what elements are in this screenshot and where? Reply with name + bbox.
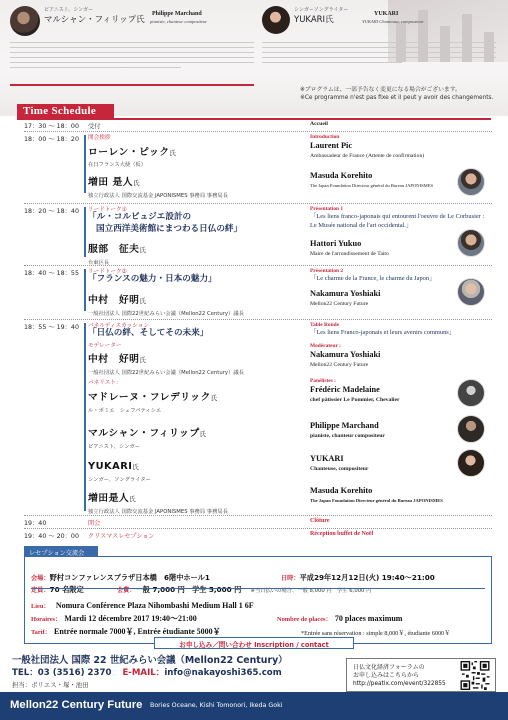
venue-value: 野村コンファレンスプラザ日本橋 6階中ホール1 [49,573,210,582]
talk-title-jp: 「日仏の絆、そしてその未来」 [88,328,209,338]
talk-title-fr: 「Les liens franco-japonais qui entourent l'oeuvre de Le Corbusier : Le Musée national de l'art occidental.」 [310,213,485,229]
speaker-name-fr: Nakamura Yoshiaki [310,289,381,298]
row-accent-bar [84,269,86,311]
lieu-value: Nomura Conférence Plaza Nihombashi Medium Hall 1 6F [55,601,254,610]
row-time: 18：55 ～ 19：40 [24,324,79,331]
speaker-affiliation-fr: Maire de l'arrondissement de Taito [310,251,389,257]
schedule-row-introduction [24,134,492,204]
registration-text-1: 日仏文化経済フォーラムの [353,664,425,671]
row-title-jp: クリスマスレセプション [88,533,155,540]
honorific: 氏 [139,356,147,364]
footer-bar [0,692,508,720]
row-time: 18：00 ～ 18：20 [24,136,79,143]
honorific: 氏 [169,149,177,157]
registration-box[interactable] [346,658,496,692]
left-name-jp: マルシャン・フィリップ氏 [44,15,145,25]
moderator-affiliation-fr: Mellon22 Century Future [310,362,369,368]
row-title-jp: 受付 [88,123,101,130]
places-key: Nombre de places： [277,616,332,623]
row-label-fr: Présentation 1 [310,206,344,212]
moderator-label-fr: Modérateur : [310,343,341,349]
horaires-value: Mardi 12 décembre 2017 19:40～21:00 [64,614,197,623]
row-divider [24,203,492,204]
moderator-label-jp: モデレーター [88,343,122,349]
program-note-jp: ※プログラムは、一部予告なく変更になる場合がございます。 [300,87,461,93]
marchand-photo-small [457,415,485,443]
schedule-row-reception [24,531,492,542]
yukari-photo [262,6,290,34]
moderator-block-fr [310,350,492,368]
speaker-affiliation-fr: The Japan Foundation Directeur général du Bureau JAPONISMES [310,183,434,188]
email-key: E-MAIL： [122,668,165,678]
talk-title-fr: 「Le charme de la France, le charme du Japon」 [310,275,436,282]
panelist-affiliation-fr: chef pâtissier Le Pommier, Chevalier [310,397,400,403]
row-label-jp: パネルディスカッション [88,323,149,329]
speaker-name-jp: 服部 征夫 [88,244,140,255]
right-bio-text [262,40,496,84]
honorific: 氏 [210,394,218,402]
panelists-label-jp: パネリスト： [88,380,122,386]
speaker-name-fr: Hattori Yukuo [310,239,362,248]
tarif-note: *Entrée sans réservation : simple 8,000￥, étudiante 6000￥ [301,630,451,637]
left-role-fr: pianiste, chanteur compositeur [150,19,208,24]
moderator-name-jp: 中村 好明 [88,354,140,365]
speaker-block [88,140,320,168]
left-name-fr: Philippe Marchand [152,11,202,17]
row-divider [24,515,492,516]
tarif-key: Tarif： [31,629,52,636]
time-schedule-title: Time Schedule [17,104,114,119]
row-time: 17：30 ～ 18：00 [24,123,79,130]
panelist-affiliation-jp: シンガー、ソングライター [88,477,151,483]
right-role-fr: YUKARI Chanteuse, compositeur [362,19,424,24]
horaires-key: Horaires： [31,616,62,623]
panelist-affiliation-fr: pianiste, chanteur compositeur [310,433,385,439]
row-accent-bar [84,135,86,193]
talk-title-jp-line1: 「ル・コルビュジエ設計の [88,212,192,222]
contact-line [12,666,282,678]
panelist-affiliation-jp: ピアニスト、シンガー [88,444,141,450]
speaker-affiliation-jp: 一般社団法人 国際22世紀みらい会議（Mellon22 Century）議長 [88,311,244,317]
schedule-row-presentation-1 [24,206,492,266]
panelists-label-fr: Panélistes : [310,378,336,384]
speaker-block [88,288,320,317]
date-key: 日時： [281,575,300,582]
moderator-block [88,347,320,376]
right-name-jp: YUKARI氏 [294,15,334,25]
row-title-fr: Réception buffet de Noël [310,531,374,537]
row-accent-bar [84,207,86,257]
marchand-photo [10,6,40,36]
row-label-fr: Table Ronde [310,322,340,328]
panelist-block [88,385,320,414]
reception-tarif-line [31,619,221,638]
right-name-fr: YUKARI [374,11,399,17]
tarif-value: Entrée normale 7000￥, Entrée étudiante 5000￥ [54,627,221,636]
staff-line: 担当：ボリエス・塚・池田 [12,681,89,689]
row-label-jp: 開会挨拶 [88,135,111,141]
header-banner [0,0,508,116]
row-title-fr: Accueil [310,121,329,127]
row-time: 18：40 ～ 18：55 [24,270,79,277]
capacity-key: 定員： [31,587,50,594]
moderator-affiliation-jp: 一般社団法人 国際22世紀みらい会議（Mellon22 Century）議長 [88,370,244,376]
registration-text-2: お申し込みはこちらから [353,672,420,679]
panelist-name-fr: Masuda Korehito [310,486,373,495]
speaker-name-jp: ローレン・ピック [88,147,170,158]
masuda-photo [457,168,485,196]
row-label-fr: Introduction [310,134,340,140]
reception-box [24,556,492,644]
panelist-affiliation-fr: Chanteuse, compositeur [310,466,369,472]
row-divider [24,528,492,529]
speaker-block-fr [310,141,492,159]
row-divider [24,319,492,320]
speaker-affiliation-jp: 台東区長 [88,260,110,266]
speaker-affiliation-fr: Ambassadeur de France (Attente de confirmation) [310,153,425,159]
phone-number[interactable]: TEL：03 (3516) 2370 [12,668,112,678]
fee-value: 一般 7,000 円 学生 5,000 円 [135,585,242,594]
apply-contact-heading: お申し込み／問い合わせ Inscription / contact [154,637,354,649]
divider-line [10,84,254,86]
panelist-name-fr: Frédéric Madelaine [310,385,380,394]
organizer-name: 一般社団法人 国際 22 世紀みらい会議（Mellon22 Century） [12,655,288,666]
row-accent-bar [84,323,86,511]
speaker-block [88,170,320,199]
panelist-name-jp: 増田是人 [88,493,130,504]
fee-key: 会費： [117,587,136,594]
honorific: 氏 [139,297,147,305]
capacity-value: 70 名限定 [49,585,84,594]
speaker-name-jp: 中村 好明 [88,295,140,306]
qr-code-icon[interactable] [459,661,491,690]
speaker-affiliation-jp: 在日フランス大使（仮） [88,162,147,168]
venue-key: 会場： [31,575,50,582]
talk-title-fr: 「Les liens Franco-japonais et leurs avenirs communs」 [310,329,456,336]
row-title-fr: Clôture [310,518,330,524]
speaker-name-fr: Masuda Korehito [310,171,373,180]
reception-tag: レセプション交流会 [24,546,98,557]
panelist-affiliation-jp: ル・ポミエ シェフパティシエ [88,408,162,414]
speaker-affiliation-jp: 独立行政法人 国際交流基金 JAPONISMES 事務局 事務局長 [88,193,228,199]
panelist-name-jp: マドレーヌ・フレデリック [88,392,211,403]
row-time: 19：40 [24,520,47,527]
left-role-jp: ピアニスト、シンガー [44,7,94,13]
panelist-affiliation-fr: The Japan Foundation Directeur général du Bureau JAPONISMES [310,498,443,503]
yukari-photo-small [457,449,485,477]
panelist-block [88,421,320,450]
registration-url[interactable]: http://peatix.com/event/322855 [353,681,446,687]
honorific: 氏 [129,495,137,503]
row-time: 18：20 ～ 18：40 [24,208,79,215]
speaker-name-fr: Laurent Pic [310,141,353,150]
speaker-name-jp: 増田 是人 [88,177,134,188]
hattori-photo [457,229,485,257]
right-role-jp: シンガーソングライター [294,7,349,13]
panelist-name-fr: YUKARI [310,454,344,463]
panelist-block-fr [310,486,492,503]
panelist-affiliation-jp: 独立行政法人 国際交流基金 JAPONISMES 事務局 事務局長 [88,509,228,515]
title-underline [17,118,491,120]
honorific: 氏 [139,246,147,254]
speaker-block [88,237,320,266]
speaker-affiliation-fr: Mellon22 Century Future [310,301,369,307]
places-value: 70 places maximum [334,614,403,623]
email-address[interactable]: info@nakayoshi365.com [164,668,282,678]
moderator-name-fr: Nakamura Yoshiaki [310,350,381,359]
nakamura-photo [457,278,485,306]
panelist-name-jp: マルシャン・フィリップ [88,428,200,439]
lieu-key: Lieu： [31,603,50,610]
fee-note: ※当日払いの場合、一般 8,000 円 学生 6,000 円 [250,588,372,594]
row-time: 19：40 ～ 20：00 [24,533,79,540]
schedule-table [24,121,492,541]
talk-title-jp: 「フランスの魅力・日本の魅力」 [88,274,217,284]
honorific: 氏 [199,430,207,438]
panelist-name-fr: Philippe Marchand [310,421,379,430]
brand-name: Mellon22 Century Future [10,699,143,711]
left-bio-text [10,40,254,84]
talk-title-jp-line2: 国立西洋美術館にまつわる日仏の絆」 [96,223,243,234]
panelist-name-jp: YUKARI [88,461,133,472]
row-label-jp: リードトーク① [88,207,127,213]
credit-names: Bories Oceane, Kishi Tomonori, Ikeda Goki [150,702,283,709]
madelaine-photo [457,379,485,407]
talk-title-jp [88,212,320,235]
row-title-jp: 閉会 [88,520,101,527]
schedule-row-table-ronde [24,322,492,522]
row-divider [24,131,492,132]
schedule-row-presentation-2 [24,268,492,318]
program-note-fr: ※Ce programme n'est pas fixe et il peut y avoir des changements. [300,95,494,101]
row-label-jp: リードトーク② [88,269,127,275]
honorific: 氏 [133,179,140,187]
date-value: 平成29年12月12日(火) 19:40～21:00 [299,573,435,582]
honorific: 氏 [132,463,140,471]
reception-divider [31,588,485,589]
panelist-block [88,454,320,483]
row-divider [24,265,492,266]
row-label-fr: Présentation 2 [310,268,344,274]
panelist-block [88,486,320,515]
